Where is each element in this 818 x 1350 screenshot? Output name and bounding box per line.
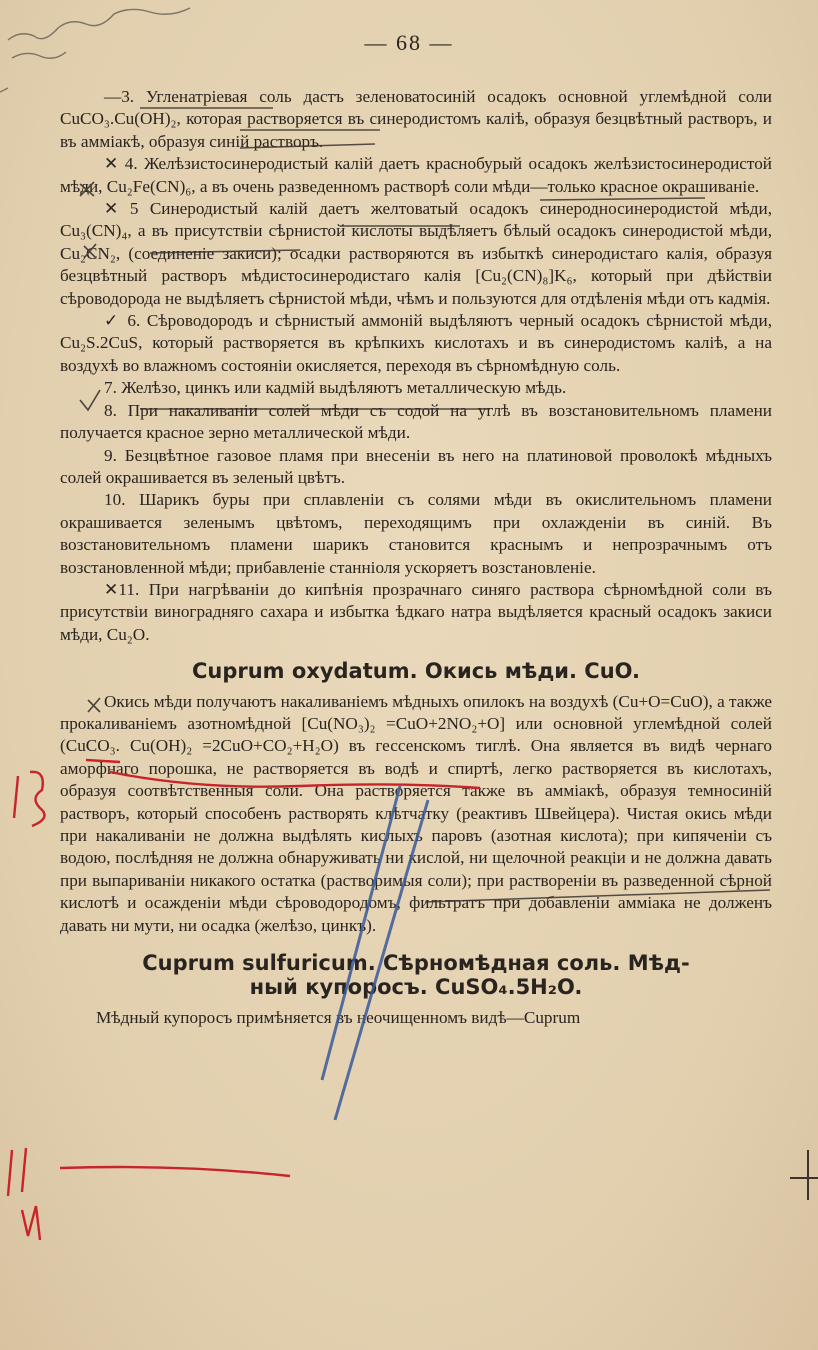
section-heading-cuprum-oxydatum: Cuprum oxydatum. Окись мѣди. CuO. (191, 659, 641, 684)
paragraph-cuprum-sulfuricum-start: Мѣдный купоросъ примѣняется въ неочищенномъ видѣ—Cuprum (96, 1008, 581, 1028)
paragraph-reaction-10: 10. Шарикъ буры при сплавленіи съ солями мѣди въ окислительномъ пламени окрашивается зеленымъ цвѣтомъ, переходящимъ при охлажденіи въ синій. Въ возстановительномъ пламени шарикъ становится краснымъ и непрозрачнымъ отъ возстановленной мѣди; прибавленіе станніоля ускоряетъ возстановленіе. (60, 490, 772, 577)
paragraph-reaction-7: 7. Желѣзо, цинкъ или кадмій выдѣляютъ металлическую мѣдь. (104, 378, 567, 398)
paragraph-reaction-11: ✕11. При нагрѣваніи до кипѣнія прозрачнаго синяго раствора сѣрномѣдной соли въ присутствіи виноградняго сахара и избытка ѣдкаго натра выдѣляется красный осадокъ закиси мѣди, Cu₂O. (60, 579, 772, 644)
right-margin-cross (790, 1150, 818, 1200)
paragraph-reaction-6: ✓ 6. Сѣроводородъ и сѣрнистый аммоній выдѣляютъ черный осадокъ сѣрнистой мѣди, Cu₂S.2CuS, который растворяется въ крѣпкихъ кислотахъ и въ синеродистомъ каліѣ, а на воздухѣ во влажномъ состояніи окисляется, переходя въ сѣрномѣдную соль. (60, 311, 772, 375)
section-heading-cuprum-sulfuricum (60, 951, 772, 999)
paragraph-reaction-8: 8. При накаливаніи солей мѣди съ содой на углѣ въ возстановительномъ пламени получается красное зерно металлической мѣди. (60, 400, 772, 443)
paragraph-reaction-5: ✕ 5 Синеродистый калій даетъ желтоватый осадокъ синеродносинеродистой мѣди, Cu₃(CN)₄, а въ присутствіи сѣрнистой кислоты выдѣляетъ бѣлый осадокъ синеродистой мѣди, Cu₂CN₂, (соединеніе закиси); осадки растворяются въ избыткѣ синеродистаго калія, образуя безцвѣтный растворъ мѣдистосинеродистаго калія [Cu₂(CN)₈]K₆, который при дѣйствіи сѣроводорода не выдѣляетъ сѣрнистой мѣди, чѣмъ и пользуются для отдѣленія мѣди отъ кадмія. (60, 199, 772, 308)
page-body (60, 86, 772, 1029)
heading-line-1: Cuprum sulfuricum. Сѣрномѣдная соль. Мѣд- (142, 951, 690, 976)
paragraph-reaction-4: ✕ 4. Желѣзистосинеродистый калій даетъ краснобурый осадокъ желѣзистосинеродистой мѣди, Cu₂Fe(CN)₆, а въ очень разведенномъ растворѣ соли мѣди—только красное окрашиваніе. (60, 154, 772, 196)
heading-line-2: ный купоросъ. CuSO₄.5H₂O. (249, 975, 583, 1000)
page-number: — 68 — (364, 30, 454, 55)
paragraph-reaction-9: 9. Безцвѣтное газовое пламя при внесеніи въ него на платиновой проволокѣ мѣдныхъ солей окрашивается въ зеленый цвѣтъ. (60, 445, 772, 487)
paragraph-reaction-3: —3. Угленатріевая соль дастъ зеленоватосиній осадокъ основной углемѣдной соли CuCO₃.Cu(OH)₂, которая растворяется въ синеродистомъ каліѣ, образуя безцвѣтный растворъ, и въ амміакѣ, образуя синій растворъ. (60, 87, 772, 151)
paragraph-cuprum-oxydatum: Окись мѣди получаютъ накаливаніемъ мѣдныхъ опилокъ на воздухѣ (Cu+O=CuO), а также прокаливаніемъ азотномѣдной [Cu(NO₃)₂ =CuO+2NO₂+O] или основной углемѣдной солей (CuCO₃. Cu(OH)₂ =2CuO+CO₂+H₂O) въ гессенскомъ тиглѣ. Она является въ видѣ чернаго аморфнаго порошка, не растворяется въ водѣ и спиртѣ, легко растворяется въ кислотахъ, образуя соотвѣтственныя соли. Она растворяется также въ амміакѣ, образуя темносиній растворъ, который способенъ растворять клѣтчатку (реактивъ Швейцера). Чистая окись мѣди при накаливаніи не должна выдѣлять кислыхъ паровъ (азотная кислота); при кипяченіи съ водою, послѣдняя не должна обнаруживать ни кислой, ни щелочной реакціи и не должна давать при выпариваніи никакого остатка (растворимыя соли); при растворенiи въ разведенной сѣрной кислотѣ и осажденіи мѣди сѣроводородомъ, фильтратъ при добавленіи амміака не долженъ давать ни мути, ни осадка (желѣзо, цинкъ). (60, 691, 772, 935)
